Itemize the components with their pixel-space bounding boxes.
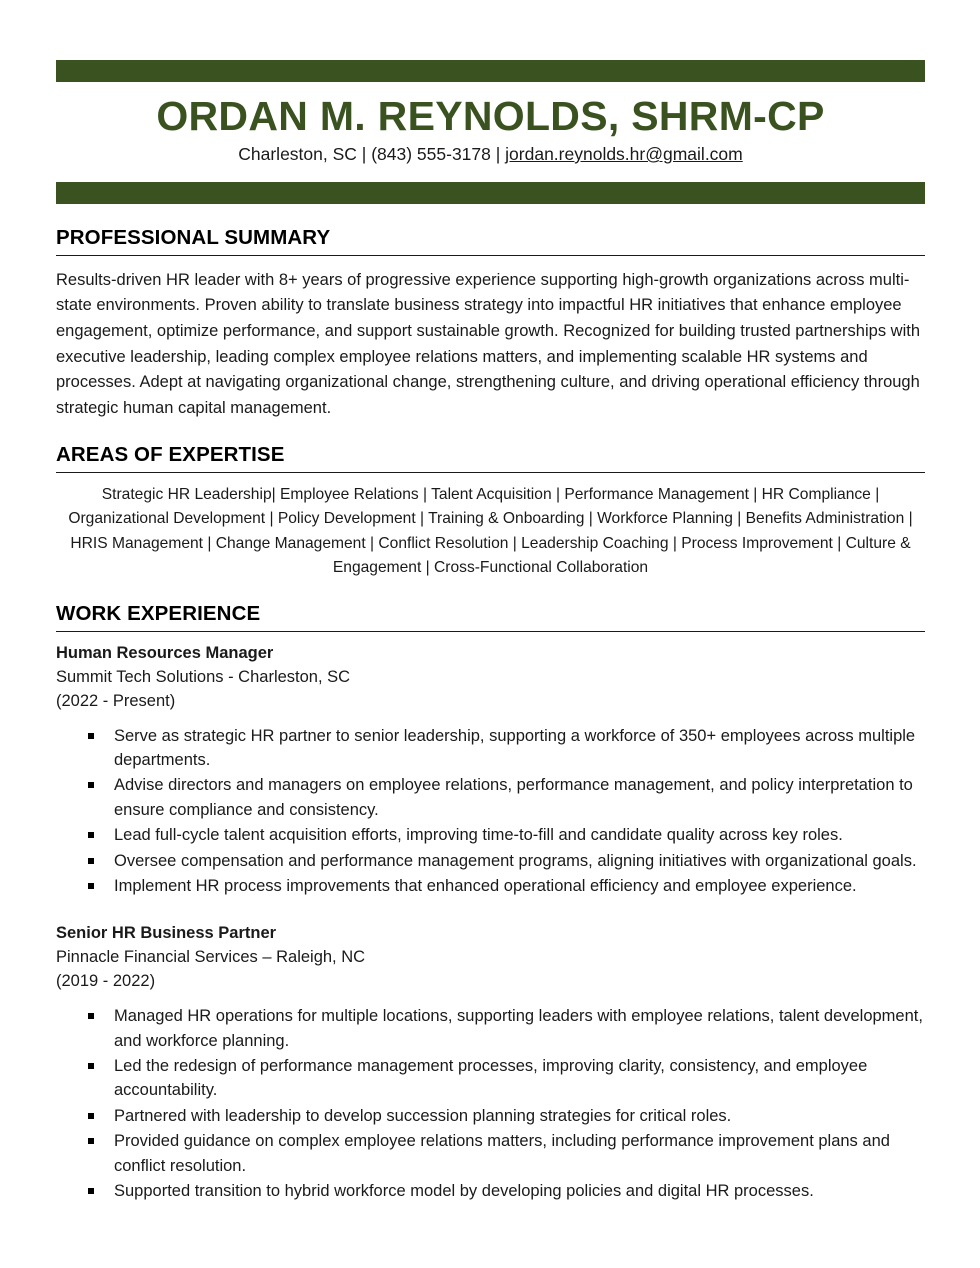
job-title: Senior HR Business Partner [56,924,277,943]
square-bullet-icon [88,1138,94,1144]
list-item [56,1179,925,1203]
job-dates: (2022 - Present) [56,691,176,710]
contact-phone[interactable]: (843) 555-3178 [371,144,491,165]
bullet-text: Provided guidance on complex employee relations matters, including performance improvement plans and conflict resolution. [114,1132,890,1175]
square-bullet-icon [88,782,94,788]
square-bullet-icon [88,832,94,838]
header-accent-bar-bottom [56,182,925,204]
job-bullet-list [56,1004,925,1203]
job-entry [56,642,925,899]
contact-separator-1: | [356,144,372,165]
bullet-text: Advise directors and managers on employee relations, performance management, and policy interpretation to ensure compliance and consistency. [114,776,913,819]
list-item [56,1054,925,1103]
square-bullet-icon [88,1188,94,1194]
list-item [56,724,925,773]
square-bullet-icon [88,858,94,864]
square-bullet-icon [88,1063,94,1069]
list-item [56,1129,925,1178]
square-bullet-icon [88,1013,94,1019]
job-entry [56,922,925,1203]
professional-summary-body: Results-driven HR leader with 8+ years of progressive experience supporting high-growth organizations across multi-state environments. Proven ability to translate business strategy into impactful HR initiatives that enhance employee engagement, optimize performance, and support sustainable growth. Recognized for building trusted partnerships with executive leadership, leading complex employee relations matters, and implementing scalable HR systems and processes. Adept at navigating organizational change, strengthening culture, and driving operational efficiency through strategic human capital management. [56,270,920,417]
list-item [56,1004,925,1053]
job-company: Pinnacle Financial Services – Raleigh, NC [56,948,366,967]
bullet-text: Lead full-cycle talent acquisition efforts, improving time-to-fill and candidate quality across key roles. [114,826,843,845]
section-professional-summary [56,226,925,421]
areas-of-expertise-body: Strategic HR Leadership| Employee Relations | Talent Acquisition | Performance Management | HR Compliance | Organizational Development | Policy Development | Training & Onboarding | Workforce Planning | Benefits Administration | HRIS Management | Change Management | Conflict Resolution | Leadership Coaching | Process Improvement | Culture & Engagement | Cross-Functional Collaboration [68,486,913,576]
section-work-experience [56,602,925,1204]
bullet-text: Oversee compensation and performance management programs, aligning initiatives with organizational goals. [114,851,917,870]
job-dates: (2019 - 2022) [56,972,156,991]
job-company: Summit Tech Solutions - Charleston, SC [56,667,351,686]
bullet-text: Implement HR process improvements that enhanced operational efficiency and employee experience. [114,877,857,896]
square-bullet-icon [88,883,94,889]
square-bullet-icon [88,1113,94,1119]
bullet-text: Serve as strategic HR partner to senior leadership, supporting a workforce of 350+ employees across multiple departments. [114,726,916,770]
list-item [56,773,925,822]
header-identity-block [56,82,925,182]
contact-email-link[interactable]: jordan.reynolds.hr@gmail.com [505,144,743,165]
bullet-text: Supported transition to hybrid workforce model by developing policies and digital HR processes. [114,1182,814,1201]
contact-separator-2: | [490,144,506,165]
list-item [56,849,925,873]
square-bullet-icon [88,733,94,739]
section-areas-of-expertise [56,443,925,580]
section-heading-work-experience: WORK EXPERIENCE [56,602,925,632]
section-heading-professional-summary: PROFESSIONAL SUMMARY [56,226,925,256]
job-title: Human Resources Manager [56,643,274,662]
bullet-text: Managed HR operations for multiple locations, supporting leaders with employee relations, talent development, and workforce planning. [114,1007,923,1050]
candidate-name: ORDAN M. REYNOLDS, SHRM-CP [156,93,825,139]
bullet-text: Led the redesign of performance management processes, improving clarity, consistency, and employee accountability. [114,1057,868,1100]
contact-line [56,143,925,166]
list-item [56,874,925,898]
list-item [56,1104,925,1128]
job-bullet-list [56,724,925,899]
bullet-text: Partnered with leadership to develop succession planning strategies for critical roles. [114,1106,732,1125]
document-content [56,0,925,1209]
header-accent-bar-top [56,60,925,82]
list-item [56,823,925,847]
section-heading-areas-of-expertise: AREAS OF EXPERTISE [56,443,925,473]
contact-location: Charleston, SC [238,144,357,165]
